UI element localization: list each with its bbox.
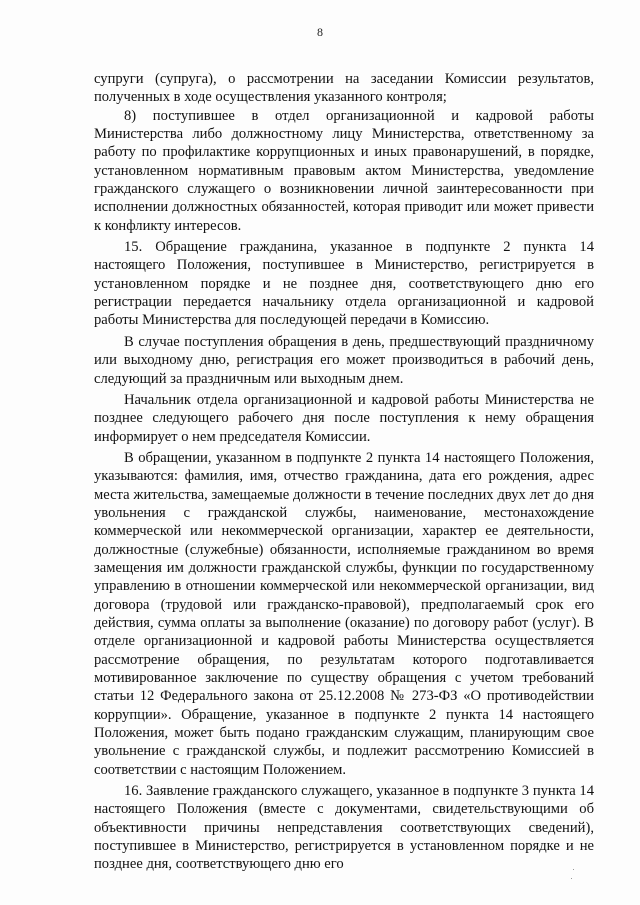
document-body [94,70,594,874]
paragraph-section-16: 16. Заявление гражданского служащего, указанное в подпункте 3 пункта 14 настоящего Положения (вместе с документами, свидетельствующими об объективности причины непредставления соответствующих сведений), поступившее в Министерство, регистрируется в установленном порядке и не позднее дня, соответствующего дню его [94,783,594,873]
paragraph-item-8: 8) поступившее в отдел организационной и кадровой работы Министерства либо должностному лицу Министерства, ответственному за работу по профилактике коррупционных и иных правонарушений, в порядке, установленном нормативным правовым актом Министерства, уведомление гражданского служащего о возникновении личной заинтересованности при исполнении должностных обязанностей, которая приводит или может привести к конфликту интересов. [94,107,594,234]
paragraph-head-informs-chair: Начальник отдела организационной и кадровой работы Министерства не позднее следующего рабочего дня после поступления к нему обращения информирует о нем председателя Комиссии. [94,391,594,445]
paragraph-appeal-contents: В обращении, указанном в подпункте 2 пункта 14 настоящего Положения, указываются: фамилия, имя, отчество гражданина, дата его рождения, адрес места жительства, замещаемые должности в течение последних двух лет до дня увольнения с гражданской службы, наименование, местонахождение коммерческой или некоммерческой организации, характер ее деятельности, должностные (служебные) обязанности, исполняемые гражданином во время замещения им должности гражданской службы, функции по государственному управлению в отношении коммерческой или некоммерческой организации, вид договора (трудовой или гражданско-правовой), предполагаемый срок его действия, сумма оплаты за выполнение (оказание) по договору работ (услуг). В отделе организационной и кадровой работы Министерства осуществляется рассмотрение обращения, по результатам которого подготавливается мотивированное заключение по существу обращения с учетом требований статьи 12 Федерального закона от 25.12.2008 № 273-ФЗ «О противодействии коррупции». Обращение, указанное в подпункте 2 пункта 14 настоящего Положения, может быть подано гражданским служащим, планирующим свое увольнение с гражданской службы, и подлежит рассмотрению Комиссией в соответствии с настоящим Положением. [94,449,594,778]
paragraph-holiday-registration: В случае поступления обращения в день, предшествующий праздничному или выходному дню, регистрация его может производиться в рабочий день, следующий за праздничным или выходным днем. [94,333,594,387]
paragraph-section-15: 15. Обращение гражданина, указанное в подпункте 2 пункта 14 настоящего Положения, поступившее в Министерство, регистрируется в установленном порядке и не позднее дня, соответствующего дню его регистрации передается начальнику отдела организационной и кадровой работы Министерства для последующей передачи в Комиссию. [94,239,594,329]
scan-speck [571,878,572,879]
scan-speck [573,869,574,870]
paragraph-continuation: супруги (супруга), о рассмотрении на заседании Комиссии результатов, полученных в ходе осуществления указанного контроля; [94,71,594,106]
page-number: 8 [317,25,323,39]
